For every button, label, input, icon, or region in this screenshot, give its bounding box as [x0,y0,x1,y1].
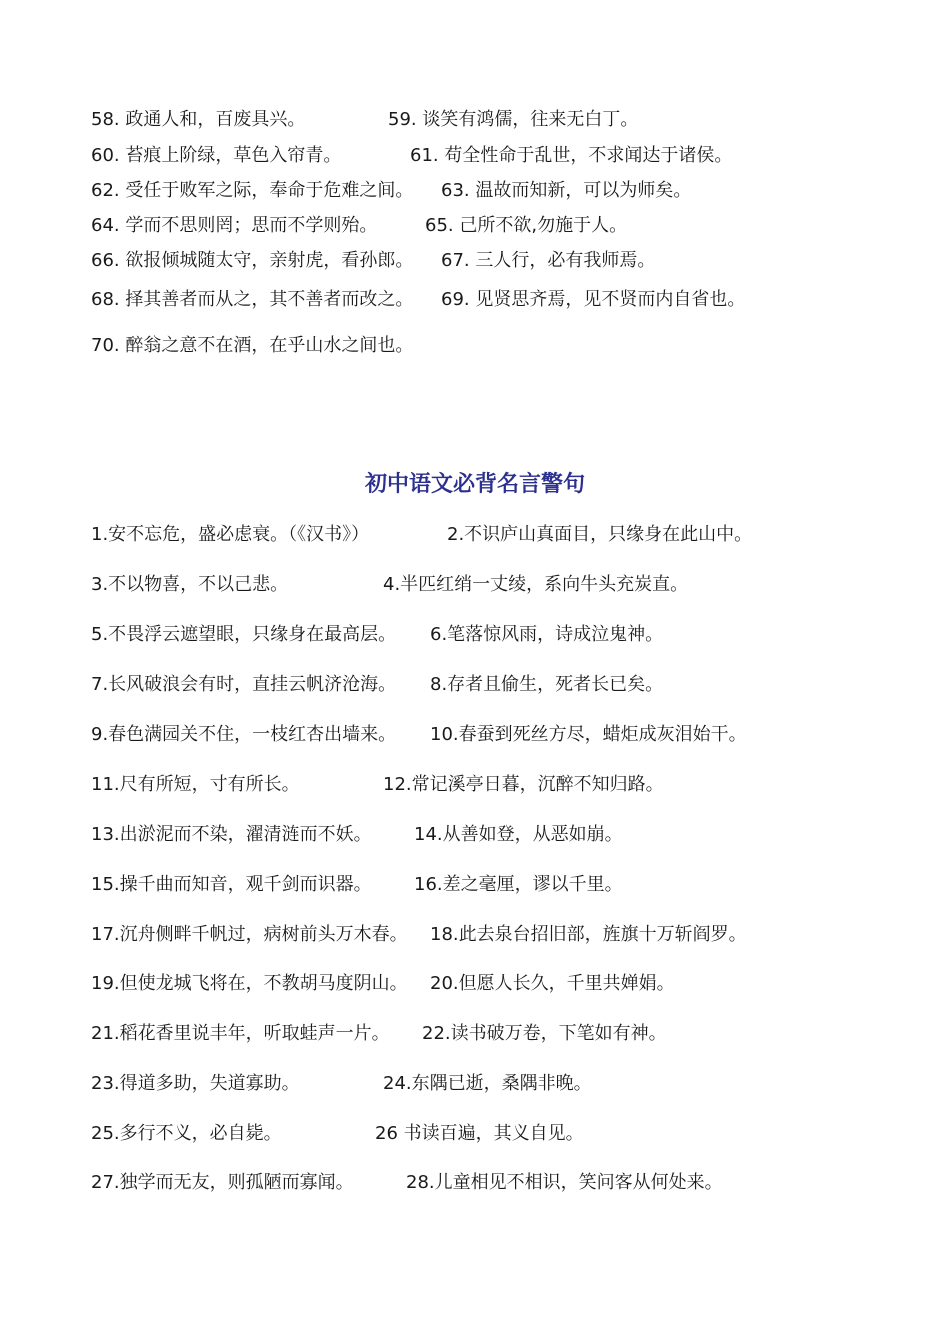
quote-right: 12.常记溪亭日暮，沉醉不知归路。 [383,774,664,795]
quote-right: 18.此去泉台招旧部，旌旗十万斩阎罗。 [430,924,747,945]
quote-right: 10.春蚕到死丝方尽，蜡炬成灰泪始干。 [430,724,747,745]
quote-right: 61. 苟全性命于乱世，不求闻达于诸侯。 [410,145,733,166]
quote-line [91,331,911,361]
quote-left: 62. 受任于败军之际，奉命于危难之间。 [91,180,414,201]
quote-line [91,520,911,550]
quote-right: 6.笔落惊风雨，诗成泣鬼神。 [430,624,664,645]
quote-right: 14.从善如登，从恶如崩。 [414,824,623,845]
quote-left: 1.安不忘危，盛必虑衰。（《汉书》） [91,524,370,545]
quote-left: 13.出淤泥而不染，濯清涟而不妖。 [91,824,372,845]
quote-left: 60. 苔痕上阶绿，草色入帘青。 [91,145,342,166]
quote-line [91,920,911,950]
quote-line [91,570,911,600]
quote-line [91,870,911,900]
quote-right: 59. 谈笑有鸿儒，往来无白丁。 [388,109,639,130]
quote-right: 16.差之毫厘，谬以千里。 [414,874,623,895]
quote-left: 9.春色满园关不住，一枝红杏出墙来。 [91,724,397,745]
quote-right: 20.但愿人长久，千里共婵娟。 [430,973,675,994]
quote-line [91,720,911,750]
quote-left: 68. 择其善者而从之，其不善者而改之。 [91,289,414,310]
quote-line [91,1119,911,1149]
quote-line [91,141,911,171]
quote-line [91,620,911,650]
quote-line [91,211,911,241]
quote-left: 3.不以物喜，不以己悲。 [91,574,289,595]
quote-right: 67. 三人行，必有我师焉。 [441,250,656,271]
quote-line [91,176,911,206]
quote-line [91,285,911,315]
quote-line [91,969,911,999]
quote-line [91,1168,911,1198]
quote-line [91,770,911,800]
quote-right: 4.半匹红绡一丈绫，系向牛头充炭直。 [383,574,689,595]
quote-right: 24.东隅已逝，桑隅非晚。 [383,1073,592,1094]
quote-line [91,246,911,276]
quote-line [91,105,911,135]
quote-left: 17.沉舟侧畔千帆过，病树前头万木春。 [91,924,408,945]
quote-left: 58. 政通人和，百废具兴。 [91,109,306,130]
quote-left: 19.但使龙城飞将在，不教胡马度阴山。 [91,973,408,994]
quote-left: 5.不畏浮云遮望眼，只缘身在最高层。 [91,624,397,645]
quote-left: 64. 学而不思则罔；思而不学则殆。 [91,215,378,236]
quote-line [91,670,911,700]
quote-right: 2.不识庐山真面目，只缘身在此山中。 [447,524,753,545]
quote-right: 28.儿童相见不相识，笑问客从何处来。 [406,1172,723,1193]
quote-left: 11.尺有所短，寸有所长。 [91,774,300,795]
quote-right: 65. 己所不欲,勿施于人。 [425,215,628,236]
quote-left: 70. 醉翁之意不在酒，在乎山水之间也。 [91,335,414,356]
quote-left: 15.操千曲而知音，观千剑而识器。 [91,874,372,895]
section-title: 初中语文必背名言警句 [364,472,585,497]
quote-right: 63. 温故而知新，可以为师矣。 [441,180,692,201]
quote-line [91,1069,911,1099]
quote-line [91,820,911,850]
quote-left: 7.长风破浪会有时，直挂云帆济沧海。 [91,674,397,695]
quote-left: 25.多行不义，必自毙。 [91,1123,282,1144]
quote-right: 69. 见贤思齐焉，见不贤而内自省也。 [441,289,746,310]
quote-right: 26 书读百遍，其义自见。 [375,1123,584,1144]
quote-left: 21.稻花香里说丰年，听取蛙声一片。 [91,1023,390,1044]
quote-left: 27.独学而无友，则孤陋而寡闻。 [91,1172,354,1193]
quote-left: 23.得道多助，失道寡助。 [91,1073,300,1094]
quote-left: 66. 欲报倾城随太守，亲射虎，看孙郎。 [91,250,414,271]
quote-right: 8.存者且偷生，死者长已矣。 [430,674,664,695]
quote-right: 22.读书破万卷，下笔如有神。 [422,1023,667,1044]
quote-line [91,1019,911,1049]
